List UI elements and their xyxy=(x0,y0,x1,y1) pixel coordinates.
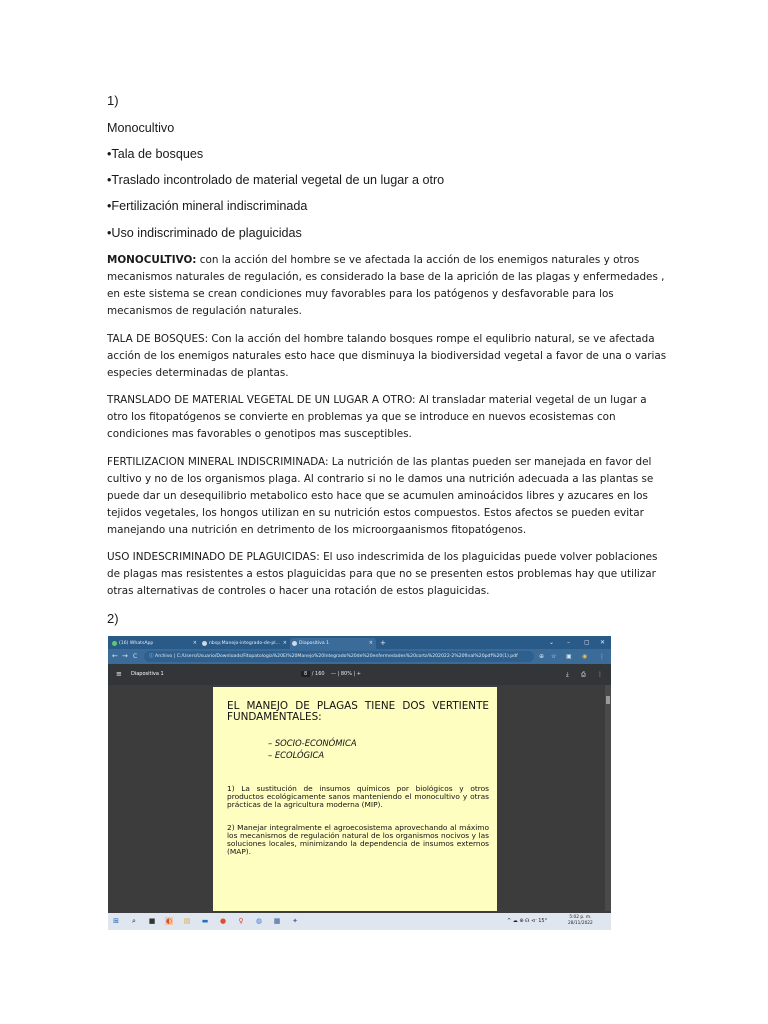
new-tab-button[interactable]: + xyxy=(380,639,386,647)
extension-icon[interactable]: ▣ xyxy=(566,653,572,660)
clock[interactable] xyxy=(568,915,593,927)
more-options-icon[interactable]: ⋮ xyxy=(597,671,603,678)
task-view-icon[interactable]: ■ xyxy=(148,917,156,925)
whatsapp-icon xyxy=(112,641,117,646)
app-icon[interactable]: ● xyxy=(219,917,227,925)
taskbar xyxy=(108,913,611,930)
chrome-icon xyxy=(292,641,297,646)
close-icon[interactable]: × xyxy=(282,640,287,646)
pdf-toolbar xyxy=(108,664,611,685)
tab-diapositiva[interactable] xyxy=(290,638,376,649)
zoom-controls[interactable]: — | 80% | + xyxy=(330,671,361,677)
maps-icon[interactable]: ♀ xyxy=(238,917,244,925)
paragraph-tala xyxy=(107,331,667,382)
bullet-plaguicidas: •Uso indiscriminado de plaguicidas xyxy=(107,226,302,240)
paragraph-text: con la acción del hombre se ve afectada la acción de los enemigos naturales y otros mecanismos naturales de regulación, es considerado la base de la aprición de las plagas y enfermedades , en este sistema se crean condiciones muy favorables para los patógenos y desfavorable para los mecanismos de regulación naturales. xyxy=(107,254,665,317)
slide-item-1: 1) La sustitución de insumos químicos por biológicos y otros productos ecológicamente sanos manteniendo el monocultivo y otras prácticas de la agricultura moderna (MIP). xyxy=(227,784,489,809)
windows-start-icon[interactable]: ⊞ xyxy=(113,917,119,925)
minimize-button[interactable]: – xyxy=(567,639,570,646)
url-field[interactable]: ⓘ Archivo | C:/Users/Usuario/Downloads/Fitopatologia%20El%20Manejo%20Integrado%20de%20enfermedades%20corta%202022-2%20final%20pdf%20(1).pdf xyxy=(144,651,534,662)
browser-menu-icon[interactable]: ⋮ xyxy=(599,653,605,660)
pdf-slide xyxy=(213,687,497,911)
teams-icon[interactable]: ✦ xyxy=(292,917,298,925)
section-number-1: 1) xyxy=(107,93,119,108)
download-icon[interactable]: ⤓ xyxy=(566,671,569,678)
tab-label: (16) WhatsApp xyxy=(119,641,154,646)
page-input[interactable]: 8 xyxy=(301,671,310,677)
chrome-icon xyxy=(202,641,207,646)
slide-title: EL MANEJO DE PLAGAS TIENE DOS VERTIENTE FUNDAMENTALES: xyxy=(227,700,489,723)
clock-time: 5:02 p. m. xyxy=(569,915,592,920)
paragraph-text: TRANSLADO DE MATERIAL VEGETAL DE UN LUGAR A OTRO: Al transladar material vegetal de un lugar a otro los fitopatógenos se convierte en problemas ya que se introduce en nuevos ecosistemas con condiciones mas favorables o genotipos mas susceptibles. xyxy=(107,394,647,440)
back-icon[interactable]: ← xyxy=(112,652,118,660)
forward-icon[interactable]: → xyxy=(122,652,128,660)
profile-icon[interactable]: ◉ xyxy=(582,653,588,660)
pdf-controls xyxy=(301,670,361,679)
address-bar xyxy=(108,649,611,664)
maximize-button[interactable]: ▢ xyxy=(584,639,590,646)
paragraph-text: FERTILIZACION MINERAL INDISCRIMINADA: La nutrición de las plantas pueden ser manejada en favor del cultivo y no de los organismos plaga. Al contrario si no le damos una nutrición adecuada a las plantas se puede dar un desequilibrio metabolico esto hace que se acumulen aminoácidos libres y azucares en los tejidos vegetales, los hongos utilizan en su nutrición estos compuestos. Estos afectos se pueden evitar manejando una nutrición en detrimento de los microorgaanismos fitopatógenos. xyxy=(107,456,654,536)
bookmark-star-icon[interactable]: ☆ xyxy=(551,653,557,660)
slide-subtitle-ecologica: – ECOLÓGICA xyxy=(268,750,325,760)
chrome-taskbar-icon[interactable]: ◐ xyxy=(165,917,173,925)
heading-monocultivo: Monocultivo xyxy=(107,121,175,135)
embedded-screenshot xyxy=(108,636,611,930)
close-window-button[interactable]: ✕ xyxy=(600,639,606,646)
photos-icon[interactable]: ◍ xyxy=(255,917,263,925)
paragraph-text: USO INDESCRIMINADO DE PLAGUICIDAS: El uso indescrimida de los plaguicidas puede volver poblaciones de plagas mas resistentes a estos plaguicidas para que no se presenten estos problemas hay que utilizar otras alternativas de controles o hacer una rotación de estos plaguicidas. xyxy=(107,551,658,597)
pdf-scrollbar[interactable] xyxy=(605,685,611,911)
slide-item-2: 2) Manejar integralmente el agroecosistema aprovechando al máximo los mecanismos de regulación natural de los organismos nocivos y las soluciones locales, minimizando la dependencia de insumos externos (MAP). xyxy=(227,823,489,856)
tab-search-icon[interactable]: ⌄ xyxy=(549,639,555,646)
clock-date: 28/11/2022 xyxy=(568,921,593,926)
bullet-traslado: •Traslado incontrolado de material vegetal de un lugar a otro xyxy=(107,173,445,187)
reload-icon[interactable]: C xyxy=(133,653,138,660)
file-explorer-icon[interactable]: ▤ xyxy=(183,917,191,925)
paragraph-text: TALA DE BOSQUES: Con la acción del hombre talando bosques rompe el equlibrio natural, se ve afectada acción de los enemigos naturales esto hace que disminuya la biodiversidad vegetal a favor de una o varias especies determinadas de plantas. xyxy=(107,333,667,379)
paragraph-monocultivo xyxy=(107,252,667,320)
system-tray[interactable]: ^ ☁ ⊕ ☊ ⊲ᐧ 15° xyxy=(507,918,548,924)
browser-tab-bar xyxy=(108,636,611,649)
close-icon[interactable]: × xyxy=(192,640,197,646)
tab-label: nbsp;Manejo-integrado-de-pl... xyxy=(209,641,280,646)
tab-label: Diapositiva 1 xyxy=(299,641,330,646)
pdf-title: Diapositiva 1 xyxy=(131,671,164,677)
scrollbar-thumb[interactable] xyxy=(606,696,610,704)
menu-icon[interactable]: ≡ xyxy=(116,670,122,678)
paragraph-lead: MONOCULTIVO: xyxy=(107,254,197,266)
paragraph-uso xyxy=(107,549,667,600)
paragraph-fertilizacion xyxy=(107,454,667,539)
slide-subtitle-socio: – SOCIO-ECONÓMICA xyxy=(268,738,357,748)
store-icon[interactable]: ▬ xyxy=(201,917,209,925)
page-total: / 160 xyxy=(311,671,325,677)
tab-whatsapp[interactable] xyxy=(110,638,200,649)
close-icon[interactable]: × xyxy=(368,640,373,646)
section-number-2: 2) xyxy=(107,611,119,626)
search-icon[interactable]: ⌕ xyxy=(132,917,136,925)
tab-manejo-integrado[interactable] xyxy=(200,638,290,649)
print-icon[interactable]: ⎙ xyxy=(581,671,586,678)
zoom-icon[interactable]: ⊕ xyxy=(539,653,545,660)
bullet-fertilizacion: •Fertilización mineral indiscriminada xyxy=(107,199,308,213)
bullet-tala: •Tala de bosques xyxy=(107,147,204,161)
paragraph-translado xyxy=(107,392,667,443)
word-icon[interactable]: ▦ xyxy=(273,917,281,925)
